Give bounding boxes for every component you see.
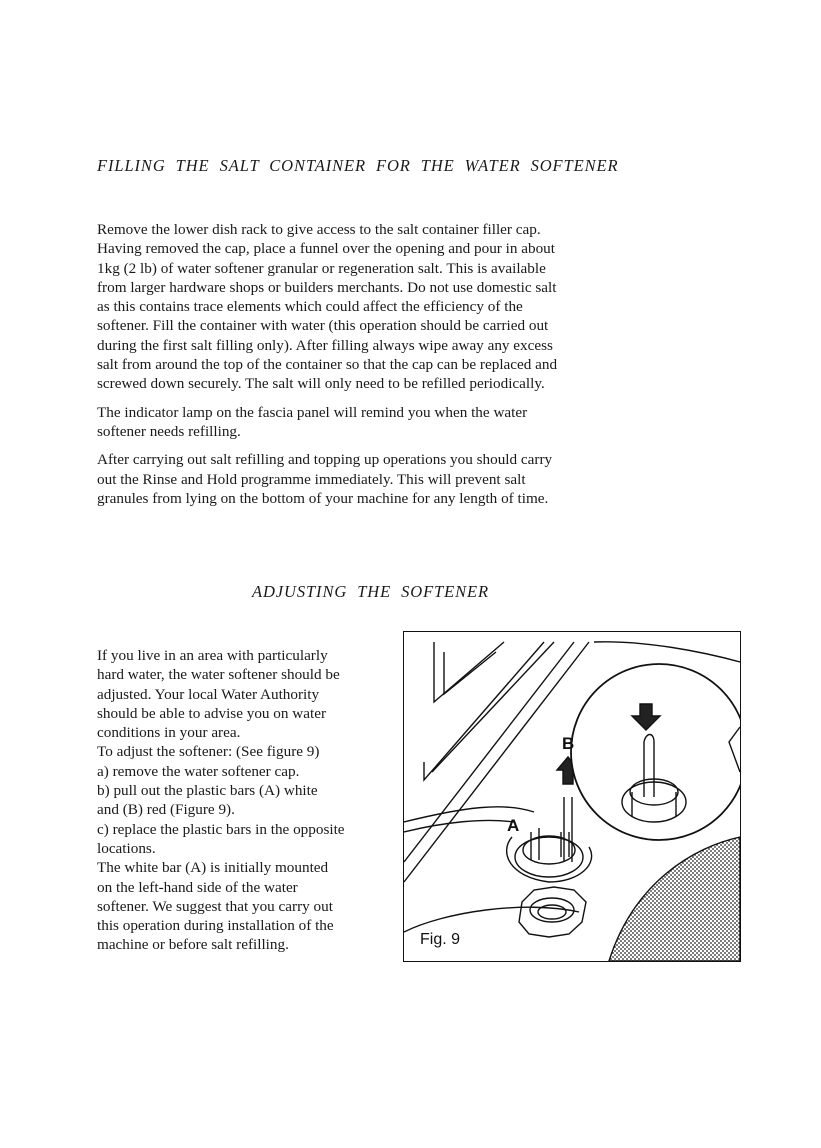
- text-line: softener. We suggest that you carry out: [97, 897, 333, 915]
- text-line: from larger hardware shops or builders merchants. Do not use domestic salt: [97, 278, 557, 296]
- text-line: b) pull out the plastic bars (A) white: [97, 782, 318, 800]
- label-a: A: [507, 816, 520, 835]
- text-line: screwed down securely. The salt will only need to be refilled periodically.: [97, 375, 545, 393]
- text-line: conditions in your area.: [97, 724, 241, 742]
- text-line: machine or before salt refilling.: [97, 936, 289, 954]
- softener-drawing: [404, 632, 740, 961]
- text-line: this operation during installation of the: [97, 917, 334, 935]
- text-line: Having removed the cap, place a funnel over the opening and pour in about: [97, 240, 555, 258]
- adjusting-instructions: [97, 646, 397, 955]
- magnifier-circle: [571, 664, 740, 840]
- text-line: locations.: [97, 839, 156, 857]
- figure-9-softener-illustration: [403, 631, 741, 962]
- text-line: and (B) red (Figure 9).: [97, 801, 235, 819]
- paragraph: [97, 450, 657, 508]
- section-title-adjusting-softener: ADJUSTING THE SOFTENER: [252, 582, 489, 601]
- text-line: To adjust the softener: (See figure 9): [97, 743, 320, 761]
- text-line: 1kg (2 lb) of water softener granular or regeneration salt. This is available: [97, 259, 546, 277]
- text-line: granules from lying on the bottom of your machine for any length of time.: [97, 489, 549, 507]
- text-line: a) remove the water softener cap.: [97, 762, 300, 780]
- text-line: Remove the lower dish rack to give access to the salt container filler cap.: [97, 221, 541, 238]
- left-nut: [515, 837, 583, 877]
- text-line: on the left-hand side of the water: [97, 878, 298, 896]
- text-line: If you live in an area with particularly: [97, 647, 328, 664]
- text-line: as this contains trace elements which could affect the efficiency of the: [97, 298, 523, 316]
- text-line: during the first salt filling only). After filling always wipe away any excess: [97, 336, 553, 354]
- paragraph: [97, 403, 657, 442]
- paragraph: [97, 220, 657, 394]
- text-line: adjusted. Your local Water Authority: [97, 685, 320, 703]
- text-line: The indicator lamp on the fascia panel will remind you when the water: [97, 403, 528, 421]
- text-line: salt from around the top of the container so that the cap can be replaced and: [97, 356, 558, 374]
- filling-instructions: [97, 220, 657, 517]
- label-b: B: [562, 734, 575, 753]
- text-line: softener. Fill the container with water (this operation should be carried out: [97, 317, 549, 335]
- dotted-floor: [609, 837, 740, 961]
- text-line: After carrying out salt refilling and topping up operations you should carry: [97, 451, 553, 469]
- text-line: out the Rinse and Hold programme immediately. This will prevent salt: [97, 470, 526, 488]
- text-line: should be able to advise you on water: [97, 704, 327, 722]
- section-title-filling-salt: FILLING THE SALT CONTAINER FOR THE WATER SOFTENER: [97, 156, 619, 175]
- text-line: softener needs refilling.: [97, 422, 241, 440]
- text-line: c) replace the plastic bars in the opposite: [97, 820, 345, 838]
- text-line: The white bar (A) is initially mounted: [97, 859, 329, 877]
- figure-caption: Fig. 9: [420, 931, 461, 948]
- text-line: hard water, the water softener should be: [97, 666, 340, 684]
